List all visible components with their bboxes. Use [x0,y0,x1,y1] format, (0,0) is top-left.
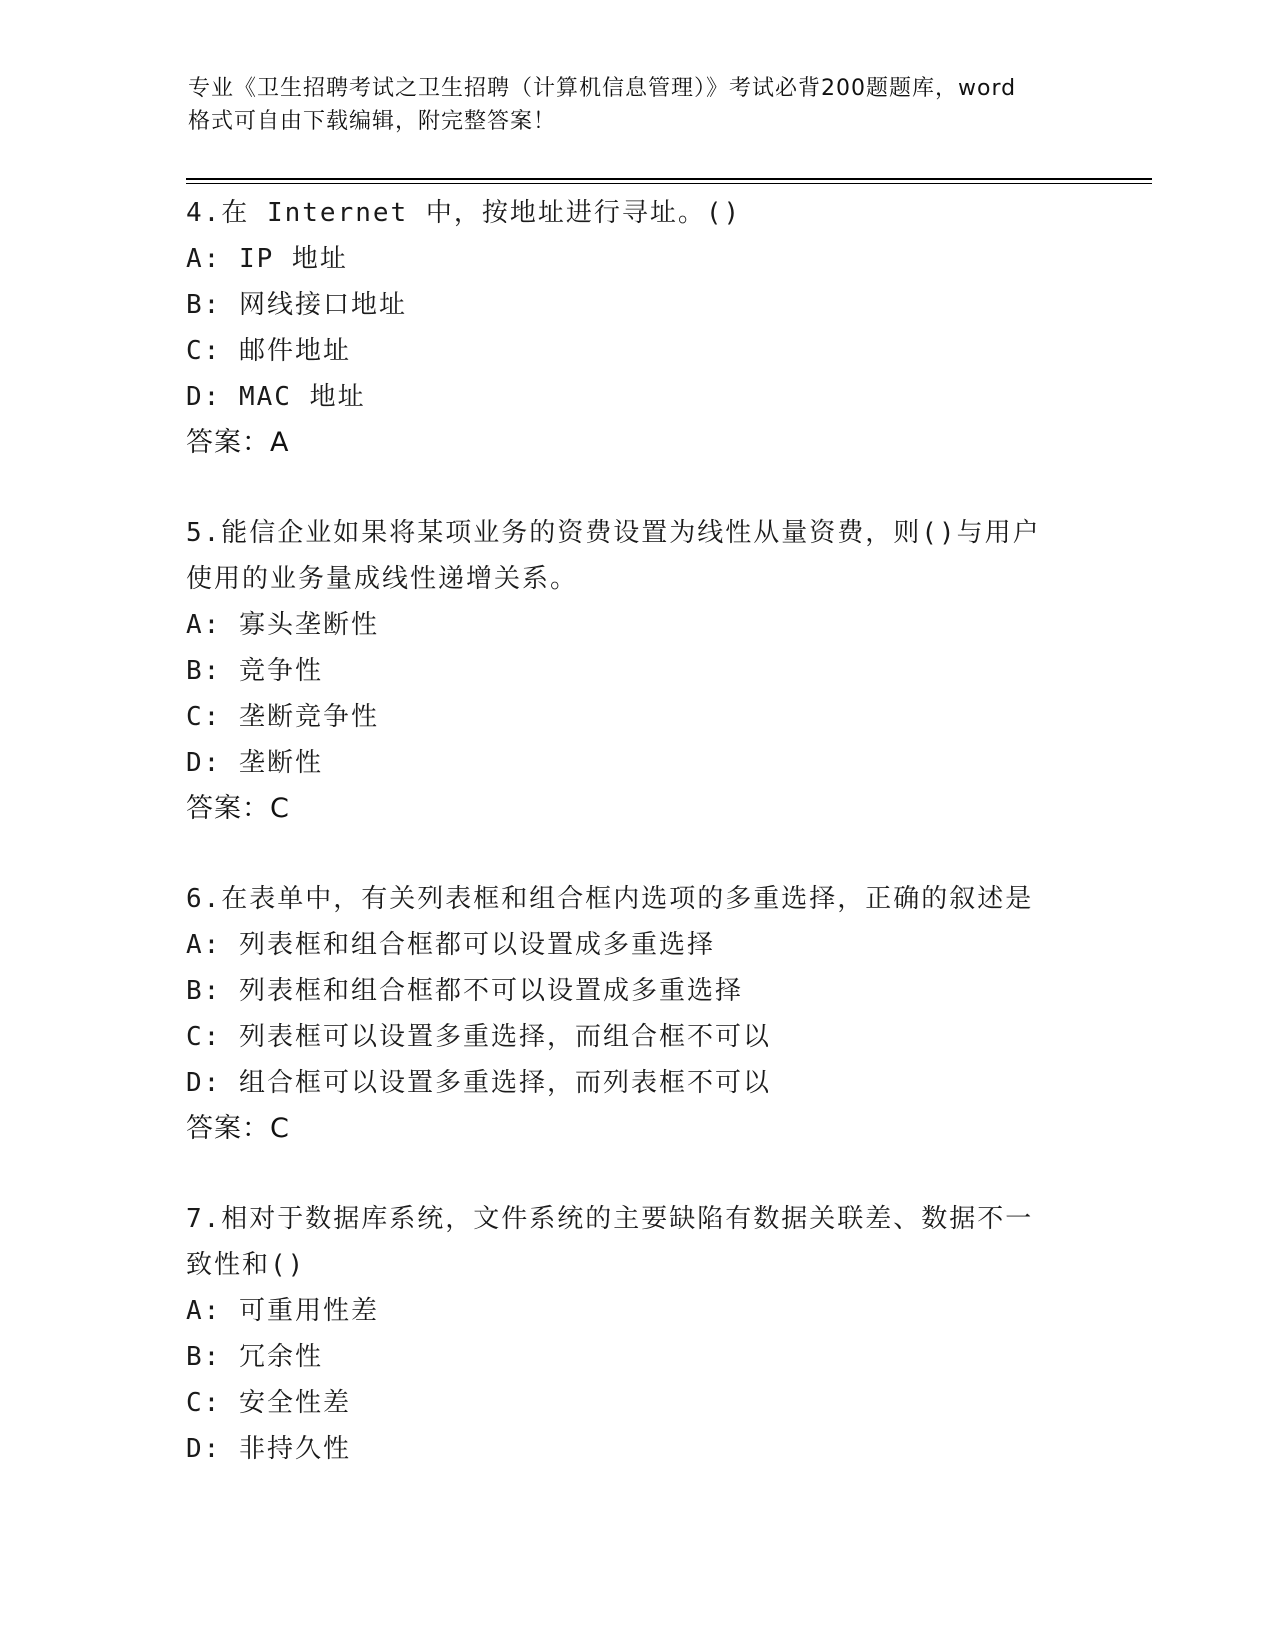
question-text: 6.在表单中，有关列表框和组合框内选项的多重选择，正确的叙述是 [186,884,1034,914]
option-c: C: 邮件地址 [186,336,351,366]
question-text: 5.能信企业如果将某项业务的资费设置为线性从量资费，则()与用户 [186,518,1041,548]
answer-text: 答案：C [186,793,290,824]
option-c: C: 垄断竞争性 [186,702,379,732]
option-a: A: IP 地址 [186,244,348,274]
question-text: 7.相对于数据库系统，文件系统的主要缺陷有数据关联差、数据不一 [186,1204,1034,1234]
question-5 [186,510,1086,832]
question-7 [186,1196,1086,1472]
spacer [186,832,1086,876]
option-a: A: 可重用性差 [186,1296,379,1326]
option-c: C: 列表框可以设置多重选择，而组合框不可以 [186,1022,771,1052]
document-header [188,72,1108,138]
header-line-1: 专业《卫生招聘考试之卫生招聘（计算机信息管理）》考试必背200题题库，word [188,76,1017,101]
question-text: 4.在 Internet 中，按地址进行寻址。() [186,198,742,228]
option-d: D: 垄断性 [186,748,323,778]
option-a: A: 寡头垄断性 [186,610,379,640]
option-b: B: 列表框和组合框都不可以设置成多重选择 [186,976,743,1006]
spacer [186,1152,1086,1196]
spacer [186,466,1086,510]
question-4 [186,190,1086,466]
option-b: B: 网线接口地址 [186,290,407,320]
header-line-2: 格式可自由下载编辑，附完整答案！ [188,109,557,134]
option-d: D: MAC 地址 [186,382,366,412]
option-a: A: 列表框和组合框都可以设置成多重选择 [186,930,715,960]
answer-text: 答案：C [186,1113,290,1144]
option-d: D: 非持久性 [186,1434,351,1464]
question-text-continued: 使用的业务量成线性递增关系。 [186,564,579,594]
option-b: B: 竞争性 [186,656,323,686]
option-b: B: 冗余性 [186,1342,323,1372]
question-6 [186,876,1086,1152]
header-divider-thin [186,183,1152,184]
question-list [186,190,1086,1472]
option-c: C: 安全性差 [186,1388,351,1418]
option-d: D: 组合框可以设置多重选择，而列表框不可以 [186,1068,771,1098]
question-text-continued: 致性和() [186,1250,306,1280]
answer-text: 答案：A [186,427,290,458]
header-divider-thick [186,178,1152,180]
